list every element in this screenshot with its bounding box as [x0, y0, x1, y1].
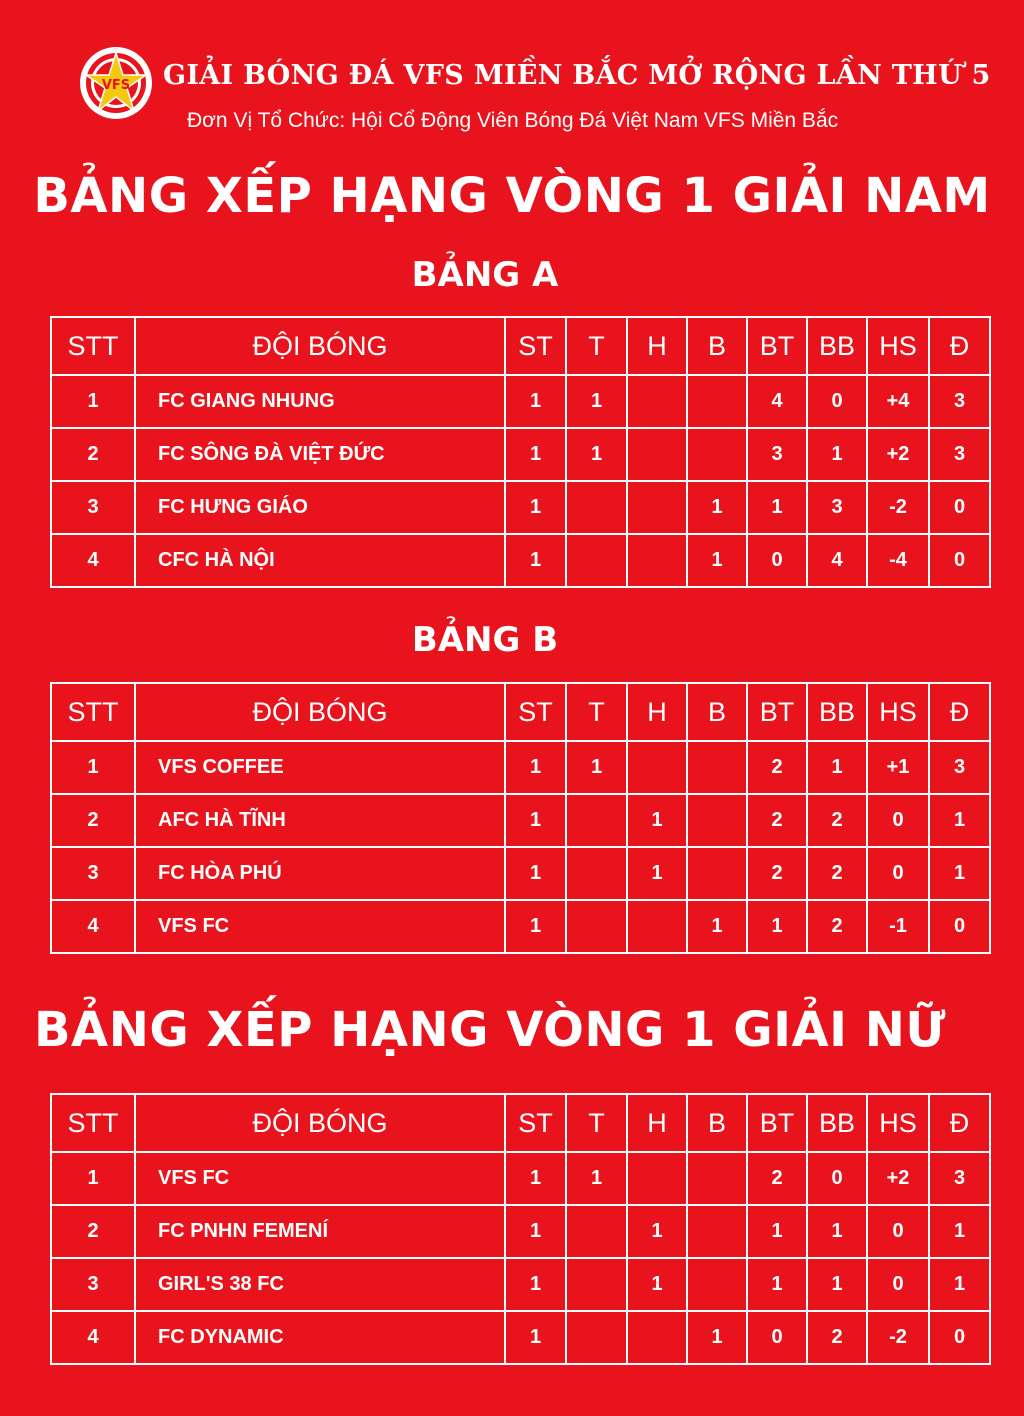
cell-played: 1: [505, 1205, 566, 1258]
women-standings-title: BẢNG XẾP HẠNG VÒNG 1 GIẢI NỮ: [33, 1002, 947, 1058]
column-header-drawn: H: [627, 683, 687, 741]
cell-goals-for: 1: [747, 900, 807, 953]
cell-goals-against: 2: [807, 847, 867, 900]
cell-lost: 1: [687, 1311, 747, 1364]
cell-played: 1: [505, 1258, 566, 1311]
column-header-goals-for: BT: [747, 1094, 807, 1152]
cell-points: 0: [929, 481, 990, 534]
cell-won: [566, 900, 627, 953]
group-a-table: [50, 316, 991, 588]
cell-goal-diff: +1: [867, 741, 929, 794]
cell-points: 1: [929, 847, 990, 900]
cell-drawn: [627, 741, 687, 794]
men-standings-title: BẢNG XẾP HẠNG VÒNG 1 GIẢI NAM: [33, 168, 991, 224]
cell-lost: [687, 1205, 747, 1258]
cell-stt: 4: [51, 534, 135, 587]
cell-played: 1: [505, 741, 566, 794]
cell-won: 1: [566, 1152, 627, 1205]
cell-goal-diff: 0: [867, 1258, 929, 1311]
cell-points: 0: [929, 1311, 990, 1364]
cell-lost: 1: [687, 534, 747, 587]
table-row: [51, 1311, 990, 1364]
cell-goals-for: 1: [747, 1205, 807, 1258]
column-header-points: Đ: [929, 1094, 990, 1152]
cell-won: [566, 481, 627, 534]
cell-goals-against: 2: [807, 900, 867, 953]
cell-drawn: 1: [627, 1205, 687, 1258]
column-header-goal-diff: HS: [867, 317, 929, 375]
cell-goals-against: 2: [807, 1311, 867, 1364]
cell-goal-diff: 0: [867, 1205, 929, 1258]
column-header-goal-diff: HS: [867, 1094, 929, 1152]
group-b-table: [50, 682, 991, 954]
table-row: [51, 741, 990, 794]
cell-points: 3: [929, 1152, 990, 1205]
table-row: [51, 1205, 990, 1258]
cell-drawn: 1: [627, 1258, 687, 1311]
cell-drawn: [627, 375, 687, 428]
cell-team: FC GIANG NHUNG: [135, 375, 505, 428]
cell-goals-against: 2: [807, 794, 867, 847]
cell-goal-diff: +4: [867, 375, 929, 428]
cell-goals-for: 2: [747, 741, 807, 794]
cell-won: 1: [566, 375, 627, 428]
cell-goals-for: 1: [747, 481, 807, 534]
cell-goals-for: 1: [747, 1258, 807, 1311]
cell-stt: 4: [51, 1311, 135, 1364]
column-header-points: Đ: [929, 683, 990, 741]
column-header-lost: B: [687, 683, 747, 741]
table-row: [51, 1258, 990, 1311]
column-header-won: T: [566, 317, 627, 375]
cell-won: [566, 847, 627, 900]
cell-stt: 3: [51, 481, 135, 534]
cell-goals-against: 1: [807, 428, 867, 481]
table-header: [51, 1094, 990, 1152]
cell-lost: [687, 375, 747, 428]
cell-points: 0: [929, 534, 990, 587]
cell-points: 3: [929, 428, 990, 481]
cell-played: 1: [505, 534, 566, 587]
cell-points: 1: [929, 1205, 990, 1258]
cell-stt: 4: [51, 900, 135, 953]
cell-lost: [687, 428, 747, 481]
cell-drawn: [627, 900, 687, 953]
column-header-played: ST: [505, 1094, 566, 1152]
cell-played: 1: [505, 481, 566, 534]
cell-lost: 1: [687, 900, 747, 953]
group-b-title: BẢNG B: [411, 620, 559, 660]
cell-lost: [687, 741, 747, 794]
cell-lost: [687, 1258, 747, 1311]
cell-team: GIRL'S 38 FC: [135, 1258, 505, 1311]
cell-drawn: [627, 534, 687, 587]
column-header-team: ĐỘI BÓNG: [135, 317, 505, 375]
cell-drawn: [627, 428, 687, 481]
cell-played: 1: [505, 428, 566, 481]
cell-stt: 2: [51, 794, 135, 847]
cell-stt: 2: [51, 1205, 135, 1258]
column-header-goal-diff: HS: [867, 683, 929, 741]
cell-goals-against: 0: [807, 1152, 867, 1205]
table-row: [51, 428, 990, 481]
cell-team: VFS FC: [135, 1152, 505, 1205]
star-emblem-icon: [78, 45, 154, 121]
cell-stt: 1: [51, 1152, 135, 1205]
table-header: [51, 683, 990, 741]
cell-team: VFS FC: [135, 900, 505, 953]
cell-won: [566, 794, 627, 847]
table-header: [51, 317, 990, 375]
cell-goals-for: 2: [747, 794, 807, 847]
cell-lost: [687, 1152, 747, 1205]
cell-team: FC HÒA PHÚ: [135, 847, 505, 900]
cell-stt: 3: [51, 847, 135, 900]
cell-points: 3: [929, 741, 990, 794]
cell-drawn: [627, 481, 687, 534]
cell-stt: 2: [51, 428, 135, 481]
cell-goals-against: 1: [807, 1205, 867, 1258]
cell-team: AFC HÀ TĨNH: [135, 794, 505, 847]
cell-goal-diff: 0: [867, 847, 929, 900]
column-header-goals-for: BT: [747, 683, 807, 741]
column-header-team: ĐỘI BÓNG: [135, 683, 505, 741]
column-header-stt: STT: [51, 317, 135, 375]
cell-points: 3: [929, 375, 990, 428]
column-header-team: ĐỘI BÓNG: [135, 1094, 505, 1152]
cell-goal-diff: -1: [867, 900, 929, 953]
cell-played: 1: [505, 900, 566, 953]
cell-goals-for: 0: [747, 1311, 807, 1364]
cell-played: 1: [505, 1311, 566, 1364]
cell-lost: [687, 847, 747, 900]
cell-stt: 1: [51, 375, 135, 428]
column-header-goals-against: BB: [807, 1094, 867, 1152]
column-header-lost: B: [687, 317, 747, 375]
column-header-won: T: [566, 1094, 627, 1152]
cell-goals-against: 1: [807, 1258, 867, 1311]
cell-team: CFC HÀ NỘI: [135, 534, 505, 587]
cell-goals-for: 0: [747, 534, 807, 587]
cell-goals-for: 2: [747, 1152, 807, 1205]
table-row: [51, 794, 990, 847]
cell-goals-for: 3: [747, 428, 807, 481]
column-header-drawn: H: [627, 1094, 687, 1152]
column-header-drawn: H: [627, 317, 687, 375]
cell-played: 1: [505, 847, 566, 900]
cell-goal-diff: -2: [867, 1311, 929, 1364]
column-header-won: T: [566, 683, 627, 741]
cell-played: 1: [505, 375, 566, 428]
cell-won: [566, 1311, 627, 1364]
table-row: [51, 375, 990, 428]
cell-goals-for: 2: [747, 847, 807, 900]
cell-goal-diff: -4: [867, 534, 929, 587]
cell-goals-against: 0: [807, 375, 867, 428]
cell-goal-diff: 0: [867, 794, 929, 847]
cell-goals-for: 4: [747, 375, 807, 428]
table-row: [51, 847, 990, 900]
cell-goals-against: 3: [807, 481, 867, 534]
cell-played: 1: [505, 1152, 566, 1205]
table-row: [51, 900, 990, 953]
cell-team: FC PNHN FEMENÍ: [135, 1205, 505, 1258]
column-header-lost: B: [687, 1094, 747, 1152]
svg-text:VFS: VFS: [101, 78, 131, 93]
group-a-title: BẢNG A: [411, 255, 559, 295]
cell-goal-diff: -2: [867, 481, 929, 534]
column-header-played: ST: [505, 683, 566, 741]
table-row: [51, 534, 990, 587]
column-header-goals-against: BB: [807, 683, 867, 741]
cell-drawn: 1: [627, 794, 687, 847]
cell-points: 1: [929, 794, 990, 847]
table-row: [51, 1152, 990, 1205]
cell-lost: 1: [687, 481, 747, 534]
cell-won: [566, 534, 627, 587]
cell-stt: 1: [51, 741, 135, 794]
cell-won: 1: [566, 741, 627, 794]
column-header-goals-against: BB: [807, 317, 867, 375]
tournament-title: GIẢI BÓNG ĐÁ VFS MIỀN BẮC MỞ RỘNG LẦN THỨ 5: [163, 60, 991, 91]
cell-goal-diff: +2: [867, 428, 929, 481]
column-header-stt: STT: [51, 1094, 135, 1152]
cell-drawn: [627, 1152, 687, 1205]
cell-team: FC SÔNG ĐÀ VIỆT ĐỨC: [135, 428, 505, 481]
cell-points: 1: [929, 1258, 990, 1311]
cell-points: 0: [929, 900, 990, 953]
cell-goal-diff: +2: [867, 1152, 929, 1205]
cell-team: FC DYNAMIC: [135, 1311, 505, 1364]
cell-played: 1: [505, 794, 566, 847]
column-header-points: Đ: [929, 317, 990, 375]
cell-won: [566, 1205, 627, 1258]
cell-team: FC HƯNG GIÁO: [135, 481, 505, 534]
column-header-stt: STT: [51, 683, 135, 741]
cell-won: 1: [566, 428, 627, 481]
cell-drawn: [627, 1311, 687, 1364]
column-header-played: ST: [505, 317, 566, 375]
organizer-subtitle: Đơn Vị Tổ Chức: Hội Cổ Động Viên Bóng Đá Việt Nam VFS Miền Bắc: [187, 109, 839, 132]
column-header-goals-for: BT: [747, 317, 807, 375]
cell-goals-against: 1: [807, 741, 867, 794]
cell-stt: 3: [51, 1258, 135, 1311]
cell-lost: [687, 794, 747, 847]
cell-team: VFS COFFEE: [135, 741, 505, 794]
cell-won: [566, 1258, 627, 1311]
cell-goals-against: 4: [807, 534, 867, 587]
table-row: [51, 481, 990, 534]
cell-drawn: 1: [627, 847, 687, 900]
women-table: [50, 1093, 991, 1365]
